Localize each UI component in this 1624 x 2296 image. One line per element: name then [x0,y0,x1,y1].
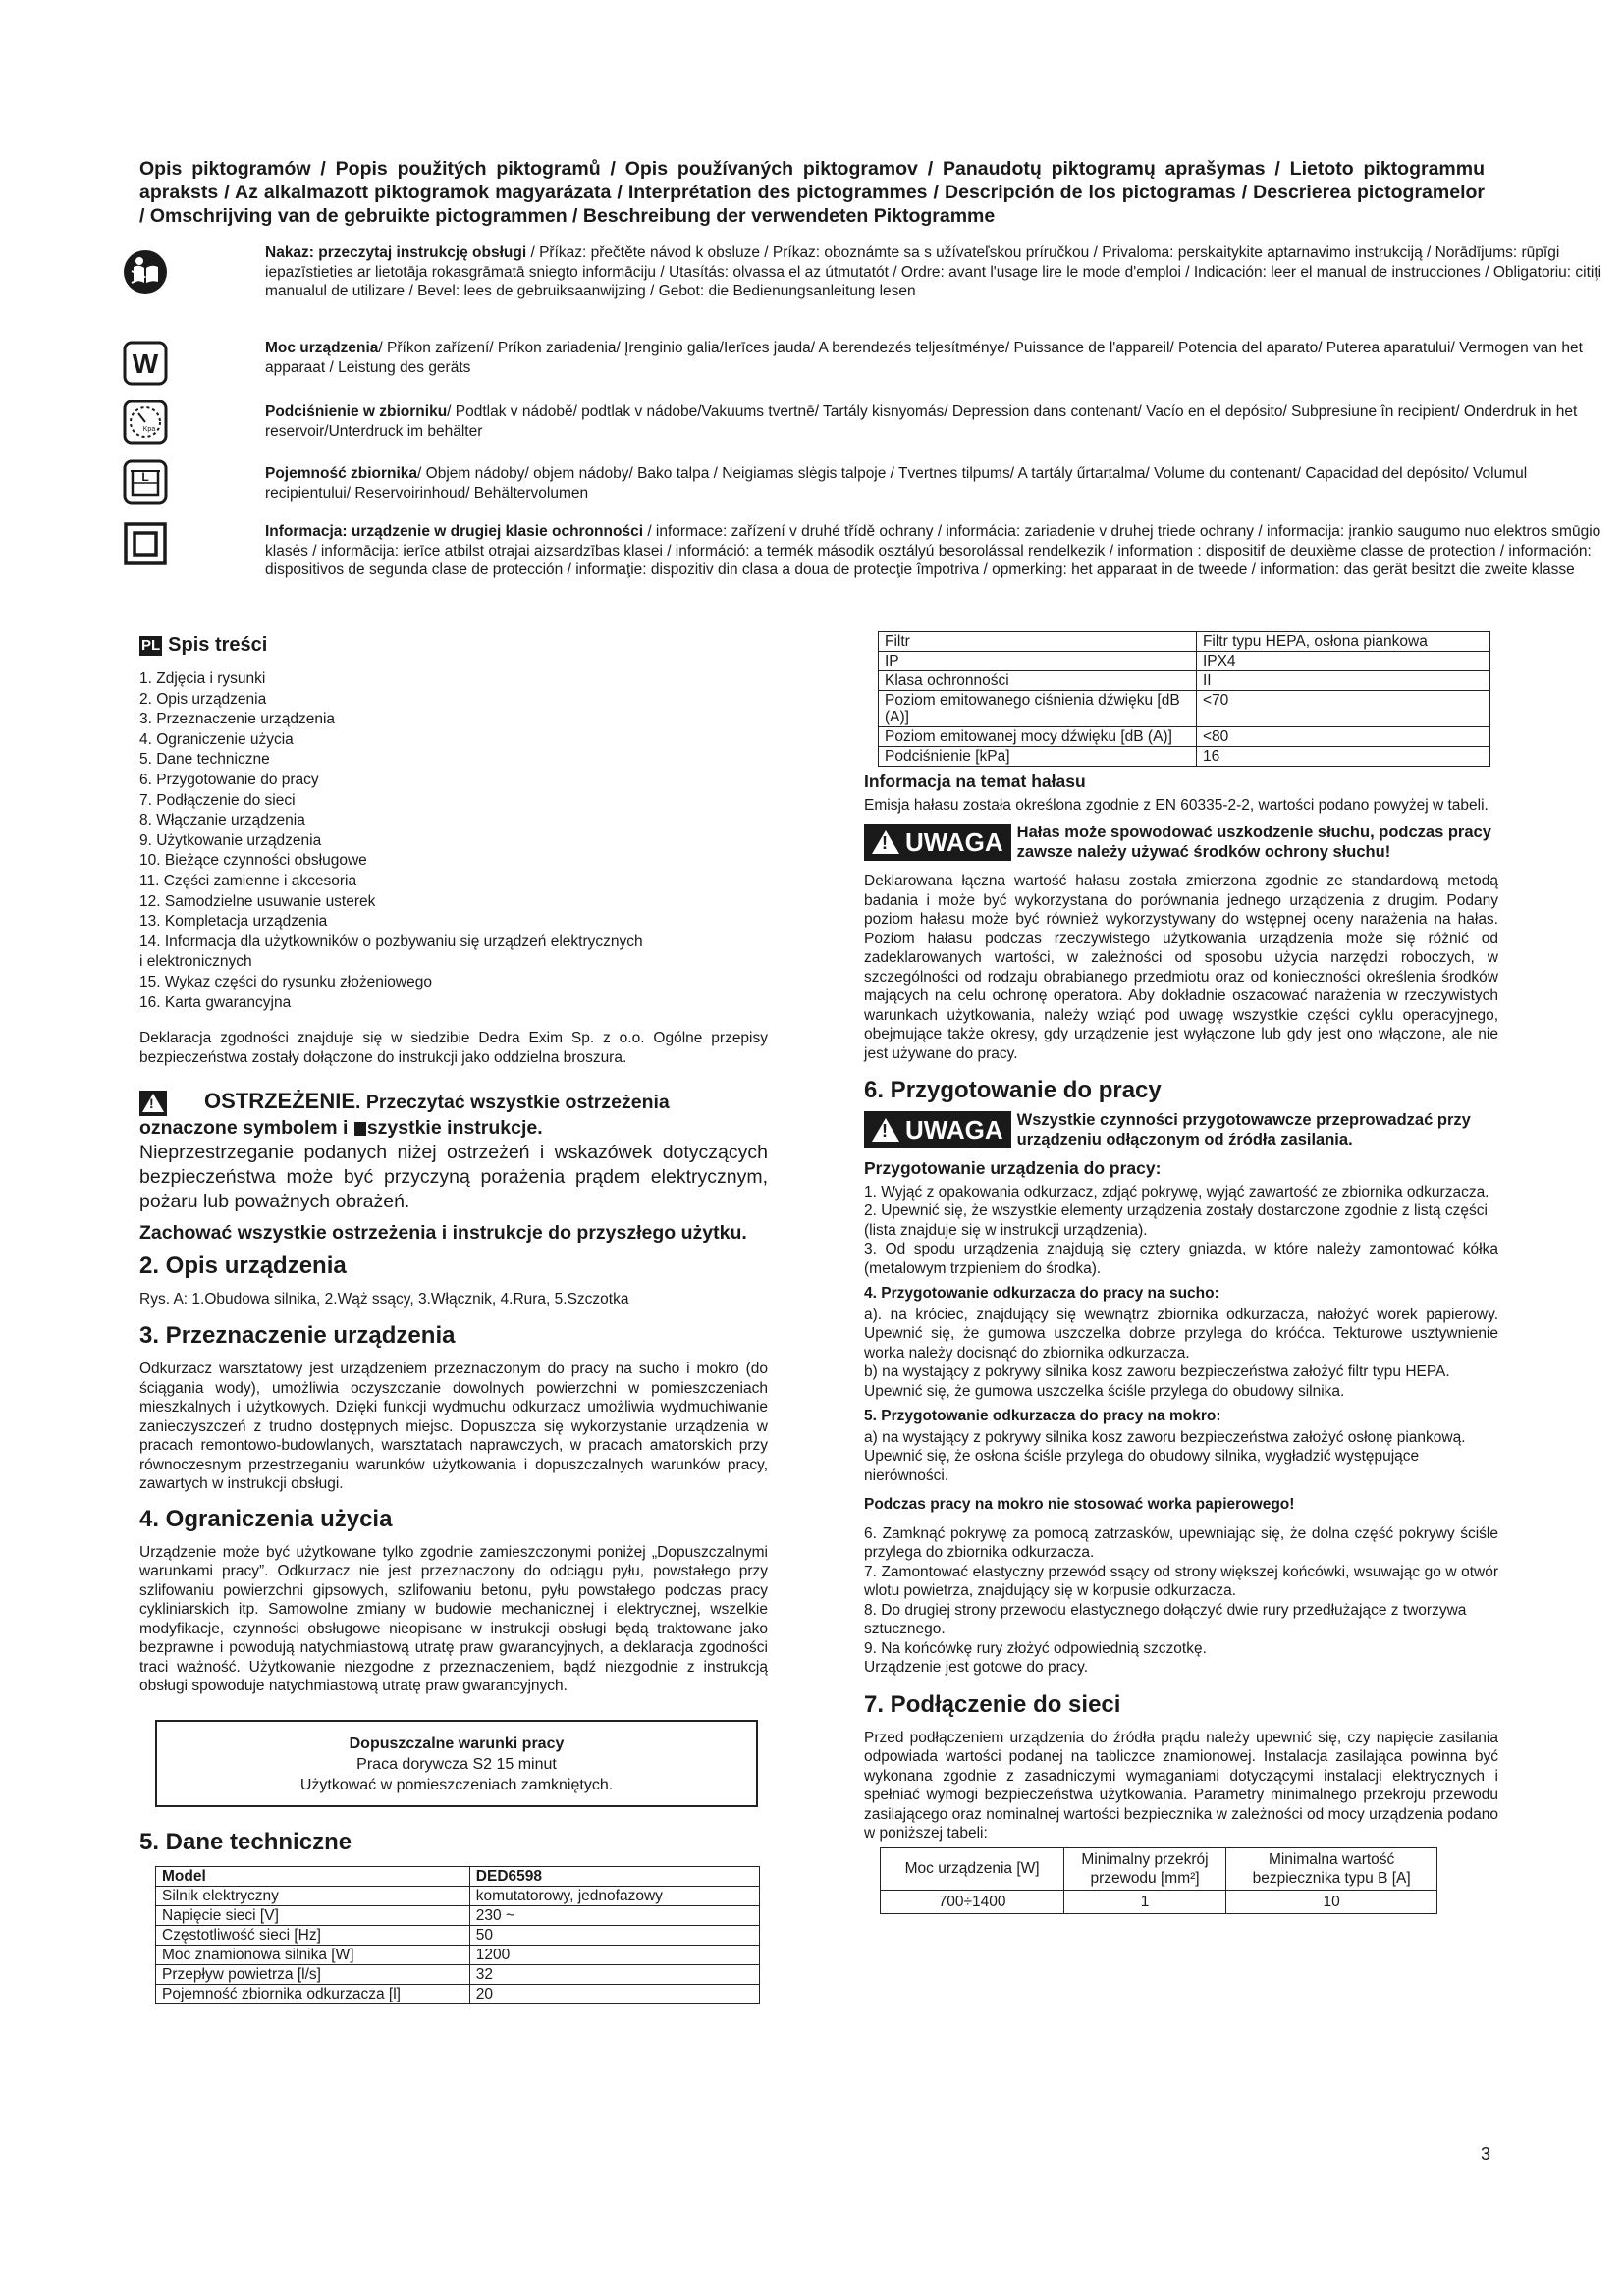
table-header-cell: Minimalny przekrój przewodu [mm²] [1064,1847,1226,1890]
vacuum-gauge-icon [123,400,168,445]
section-4-title: 4. Ograniczenia użycia [139,1505,393,1532]
power-w-icon-label: W [132,348,159,379]
pictogram-desc [265,402,1610,441]
toc-item: 3. Przeznaczenie urządzenia [139,711,336,728]
warning-keep: Zachować wszystkie ostrzeżenia i instrukcje do przyszłego użytku. [139,1221,747,1244]
dry-title: 4. Przygotowanie odkurzacza do pracy na sucho: [864,1285,1219,1302]
prep-step: 6. Zamknąć pokrywę za pomocą zatrzasków, upewniając się, że dolna część pokrywy ściśle przylega do zbiornika odkurzacza. [864,1524,1498,1561]
table-cell: Model [156,1866,470,1886]
toc-item: 1. Zdjęcia i rysunki [139,670,266,687]
right-column [864,631,1498,1914]
warning-triangle-icon [872,830,899,854]
uwaga-label: UWAGA [905,1115,1003,1145]
table-row [879,632,1490,652]
pictogram-desc-bold: Podciśnienie w zbiorniku [265,403,448,420]
table-row [881,1847,1437,1890]
prep-step: 3. Od spodu urządzenia znajdują się cztery gniazda, w które należy zamontować kółka (metalowym trzpieniem do środka). [864,1241,1498,1277]
section-4-text: Urządzenie może być użytkowane tylko zgodnie zamieszczonymi poniżej „Dopuszczalnymi warunkami pracy”. Odkurzacz nie jest przeznaczony do odciągu pyłu, powstałego przy szlifowaniu powierzchni gipsowych, szlifowaniu betonu, pyłu powstałego podczas pracy cykliniarskich itp. Samowolne zmiany w budowie mechanicznej i elektrycznej, wszelkie modyfikacje, czynności obsługowe nieopisane w instrukcji obsługi będą traktowane jako bezprawne i powodują natychmiastową utratę praw gwarancyjnych, a deklaracja zgodności traci ważność. Użytkowanie niezgodne z przeznaczeniem, bądź niezgodnie z instrukcją obsługi spowoduje natychmiastową utratę praw gwarancyjnych. [139,1543,768,1695]
uwaga-badge [864,824,1011,861]
table-cell: DED6598 [469,1866,759,1886]
toc-item: 15. Wykaz części do rysunku złożeniowego [139,973,432,990]
table-header-cell: Minimalna wartość bezpiecznika typu B [A] [1225,1847,1437,1890]
table-cell: Poziom emitowanej mocy dźwięku [dB (A)] [879,727,1197,747]
warning-triangle-icon [872,1118,899,1142]
pictogram-desc [265,339,1610,377]
table-cell: Poziom emitowanego ciśnienia dźwięku [dB (A)] [879,691,1197,727]
noise-declared-text: Deklarowana łączna wartość hałasu została zmierzona zgodnie ze standardową metodą badania i może być wykorzystana do porównania jednego urządzenia z drugim. Podany poziom hałasu może być również wykorzystywany do wstępnej oceny narażenia na hałas. Poziom hałasu podczas rzeczywistego użytkowania urządzenia może się różnić od zadeklarowanych wartości, w zależności od sposobu użycia narzędzi roboczych, w szczególności od rodzaju obrabianego przedmiotu oraz od konieczności określenia środków mających na celu ochronę operatora. Aby dokładnie oszacować narażenia w rzeczywistych warunkach użytkowania, należy wziąć pod uwagę wszystkie części cyklu operacyjnego, obejmujące także okresy, gdy urządzenie jest wyłączone lub gdy jest ono włączone, ale nie jest używane do pracy. [864,873,1498,1062]
table-cell: IPX4 [1196,652,1489,671]
table-cell: II [1196,671,1489,691]
noise-uwaga [864,823,1498,862]
toc-item: 7. Podłączenie do sieci [139,791,296,809]
table-cell: 1200 [469,1945,759,1964]
table-row [156,1925,760,1945]
power-w-icon [123,341,168,386]
table-cell: Filtr typu HEPA, osłona piankowa [1196,632,1489,652]
wet-warning: Podczas pracy na mokro nie stosować worka papierowego! [864,1496,1295,1513]
uwaga-text: Wszystkie czynności przygotowawcze przeprowadzać przy urządzeniu odłączonym od źródła zasilania. [1016,1111,1471,1148]
noise-title: Informacja na temat hałasu [864,772,1086,791]
table-cell: 10 [1225,1890,1437,1913]
table-cell: Pojemność zbiornika odkurzacza [l] [156,1984,470,2003]
pictogram-desc-text: / informace: zařízení v druhé třídě ochrany / informácia: zariadenie v druhej triede ochrany / informacija: įrankio saugumo nuo elektros smūgio klasės / informācija: ierīce atbilst otrajai aizsardzības klasei / információ: a termék második osztályú besorolással rendelkezik / information : dispositif de deuxième classe de protection / información: dispositivos de segunda clase de protección / informaţie: dispozitiv din clasa a doua de protecţie împotriva / opmerking: het apparaat in de tweede / information: das gerät besitzt die zweite klasse [265,523,1601,578]
allowed-conditions-box [155,1720,758,1807]
toc-item: 9. Użytkowanie urządzenia [139,831,322,849]
table-cell: 1 [1064,1890,1226,1913]
table-row [879,671,1490,691]
table-cell: <80 [1196,727,1489,747]
table-cell: 32 [469,1964,759,1984]
pictogram-desc-bold: Informacja: urządzenie w drugiej klasie ochronności [265,523,644,540]
prep-step: a) na wystający z pokrywy silnika kosz zaworu bezpieczeństwa założyć osłonę piankową. Upewnić się, że osłona ściśle przylega do obudowy silnika, wygładzić występujące nierówności. [864,1428,1466,1484]
warning-inline-icon [354,1122,366,1136]
toc-item: 16. Karta gwarancyjna [139,993,292,1011]
section-5-title: 5. Dane techniczne [139,1828,352,1855]
language-badge: PL [141,637,161,654]
toc-item: 2. Opis urządzenia [139,690,267,708]
prep-title: Przygotowanie urządzenia do pracy: [864,1158,1162,1178]
table-cell: 230 ~ [469,1905,759,1925]
toc-heading [139,636,768,656]
table-row [879,652,1490,671]
wet-title: 5. Przygotowanie odkurzacza do pracy na mokro: [864,1408,1221,1424]
table-cell: 700÷1400 [881,1890,1064,1913]
prep-step: 1. Wyjąć z opakowania odkurzacz, zdjąć pokrywę, wyjąć zawartość ze zbiornika odkurzacza. [864,1183,1489,1201]
table-cell: Częstotliwość sieci [Hz] [156,1925,470,1945]
toc-item: 12. Samodzielne usuwanie usterek [139,892,376,910]
left-column [139,636,768,2004]
toc-item: 6. Przygotowanie do pracy [139,771,319,788]
table-cell: komutatorowy, jednofazowy [469,1886,759,1905]
table-row [156,1905,760,1925]
table-row [156,1866,760,1886]
table-cell: Przepływ powietrza [l/s] [156,1964,470,1984]
table-cell: <70 [1196,691,1489,727]
pictogram-header-title: Opis piktogramów / Popis použitých piktogramů / Opis používaných piktogramov / Panaudotų piktogramų aprašymas / Lietoto piktogrammu apraksts / Az alkalmazott piktogramok magyarázata / Interprétation des pictogrammes / Descripción de los pictogramas / Descrierea pictogramelor / Omschrijving van de gebruikte pictogrammen / Beschreibung der verwendeten Piktogramme [139,158,1485,227]
manual-book-icon [123,249,168,294]
pictogram-desc-text: / Objem nádoby/ objem nádoby/ Bako talpa / Neigiamas slėgis talpoje / Tvertnes tilpums/ A tartály űrtartalma/ Volume du contenant/ Capacidad del depósito/ Volumul recipientului/ Reservoirinhoud/ Behältervolumen [265,465,1528,502]
pictogram-desc [265,243,1610,301]
table-cell: Podciśnienie [kPa] [879,747,1197,767]
prep-step: 7. Zamontować elastyczny przewód ssący od strony większej końcówki, wsuwając go w otwór wlotu powietrza, znajdujący się w korpusie odkurzacza. [864,1563,1498,1599]
declaration-text: Deklaracja zgodności znajduje się w siedzibie Dedra Exim Sp. z o.o. Ogólne przepisy bezpieczeństwa zostały dołączone do instrukcji jako oddzielna broszura. [139,1030,768,1066]
uwaga-text: Hałas może spowodować uszkodzenie słuchu, podczas pracy zawsze należy używać środków ochrony słuchu! [1016,824,1491,861]
table-cell: IP [879,652,1197,671]
spec-table [155,1866,760,2004]
conditions-title: Dopuszczalne warunki pracy [349,1735,565,1752]
section-7-text: Przed podłączeniem urządzenia do źródła prądu należy upewnić się, czy napięcie zasilania odpowiada wartości podanej na tabliczce znamionowej. Instalacja zasilająca powinna być wykonana zgodnie z zasadniczymi wymaganiami dotyczącymi instalacji elektrycznych i spełniać wymogi bezpieczeństwa użytkowania. Parametry minimalnego przekroju przewodu zasilającego oraz nominalnej wartości bezpiecznika w zależności od mocy urządzenia podano w poniższej tabeli: [864,1729,1498,1842]
section-6-title: 6. Przygotowanie do pracy [864,1077,1162,1103]
noise-text: Emisja hałasu została określona zgodnie z EN 60335-2-2, wartości podano powyżej w tabeli. [864,796,1489,814]
pictogram-desc-bold: Nakaz: przeczytaj instrukcję obsługi [265,244,527,261]
warning-line2a: oznaczone symbolem i [139,1116,353,1139]
section-3-text: Odkurzacz warsztatowy jest urządzeniem przeznaczonym do pracy na sucho i mokro (do ściągania wody), umożliwia oczyszczanie dowolnych powierzchni w pomieszczeniach mieszkalnych i użytkowych. Dzięki funkcji wydmuchu odkurzacz umożliwia wydmuchiwanie zanieczyszczeń z trudno dostępnych miejsc. Dopuszcza się wykorzystanie urządzenia w pracach remontowo-budowlanych, warsztatach naprawczych, w pracach amatorskich przy równoczesnym przestrzeganiu warunków użytkowania i dopuszczalnych warunków pracy, zawartych w instrukcji obsługi. [139,1361,768,1493]
toc-item: i elektronicznych [139,953,252,971]
toc-item: 4. Ograniczenie użycia [139,730,294,748]
table-row [156,1945,760,1964]
table-row [156,1984,760,2003]
table-cell: 50 [469,1925,759,1945]
fuse-table [880,1847,1437,1914]
section-7-title: 7. Podłączenie do sieci [864,1690,1121,1718]
prep-ready: Urządzenie jest gotowe do pracy. [864,1659,1089,1676]
toc-item: 14. Informacja dla użytkowników o pozbywaniu się urządzeń elektrycznych [139,933,643,950]
page-number: 3 [1481,2144,1491,2163]
prep-step: 8. Do drugiej strony przewodu elastycznego dołączyć dwie rury przedłużające z tworzywa sztucznego. [864,1601,1467,1637]
pictogram-desc-text: / Příkaz: přečtěte návod k obsluze / Príkaz: oboznámte sa s užívateľskou príručkou / Privaloma: perskaitykite aptarnavimo instrukciją / Norādījums: rūpīgi iepazīstieties ar lietotāja rokasgrāmatā sniegto informāciju / Utasítás: olvassa el az útmutatót / Ordre: avant l'usage lire le mode d'emploi / Indicación: leer el manual de instrucciones / Obligatoriu: citiţi manualul de utilizare / Bevel: lees de gebruiksaanwijzing / Gebot: die Bedienungsanleitung lesen [265,244,1602,299]
tank-capacity-icon-label: L [141,470,149,484]
prep-uwaga [864,1110,1498,1149]
toc-title: Spis treści [168,634,268,657]
table-row [879,747,1490,767]
table-row [879,727,1490,747]
table-row [881,1890,1437,1913]
section-3-title: 3. Przeznaczenie urządzenia [139,1322,456,1350]
class-ii-icon [123,521,168,566]
warning-body: Nieprzestrzeganie podanych niżej ostrzeżeń i wskazówek dotyczących bezpieczeństwa może być przyczyną porażenia prądem elektrycznym, pożaru lub poważnych obrażeń. [139,1141,768,1212]
section-2-text: Rys. A: 1.Obudowa silnika, 2.Wąż ssący, 3.Włącznik, 4.Rura, 5.Szczotka [139,1290,629,1308]
toc-list [139,669,768,1013]
warning-title: OSTRZEŻENIE [204,1089,356,1114]
table-header-cell: Moc urządzenia [W] [881,1847,1064,1890]
prep-step: a). na króciec, znajdujący się wewnątrz zbiornika odkurzacza, nałożyć worek papierowy. Upewnić się, że gumowa uszczelka dobrze przylega do króćca. Tekturowe usztywnienie worka należy docisnąć do zbiornika odkurzacza. [864,1306,1498,1362]
pictogram-desc-bold: Moc urządzenia [265,340,379,356]
pictogram-desc [265,522,1610,580]
prep-step: b) na wystający z pokrywy silnika kosz zaworu bezpieczeństwa założyć filtr typu HEPA. Upewnić się, że gumowa uszczelka ściśle przylega do obudowy silnika. [864,1363,1450,1400]
toc-item: 8. Włączanie urządzenia [139,812,305,829]
section-2-title: 2. Opis urządzenia [139,1252,347,1279]
uwaga-badge [864,1111,1011,1148]
table-cell: Filtr [879,632,1197,652]
table-row [156,1964,760,1984]
prep-step: 2. Upewnić się, że wszystkie elementy urządzenia zostały dostarczone zgodnie z listą części (lista znajduje się w instrukcji urządzenia). [864,1202,1488,1239]
table-row [156,1886,760,1905]
table-cell: 20 [469,1984,759,2003]
table-cell: Napięcie sieci [V] [156,1905,470,1925]
table-cell: Silnik elektryczny [156,1886,470,1905]
warning-line2b: szystkie instrukcje. [366,1116,543,1139]
warning-line1: . Przeczytać wszystkie ostrzeżenia [355,1092,670,1114]
pictogram-desc-text: / Podtlak v nádobě/ podtlak v nádobe/Vakuums tvertnē/ Tartály kisnyomás/ Depression dans contenant/ Vacío en el depósito/ Subpresiune în recipient/ Onderdruk in het reservoir/Unterdruck im behälter [265,403,1578,440]
spec-table-continued [878,631,1490,767]
toc-item: 10. Bieżące czynności obsługowe [139,852,367,870]
prep-step: 9. Na końcówkę rury złożyć odpowiednią szczotkę. [864,1639,1207,1657]
warning-triangle-icon [139,1091,167,1116]
toc-item: 11. Części zamienne i akcesoria [139,872,357,889]
toc-item: 5. Dane techniczne [139,751,270,769]
pictogram-desc-text: / Příkon zařízení/ Príkon zariadenia/ Įrenginio galia/Ierīces jauda/ A berendezés teljesítménye/ Puissance de l'appareil/ Potencia del aparato/ Puterea aparatului/ Vermogen van het apparaat / Leistung des geräts [265,340,1583,376]
table-cell: Moc znamionowa silnika [W] [156,1945,470,1964]
conditions-line: Praca dorywcza S2 15 minut [356,1755,557,1773]
toc-item: 13. Kompletacja urządzenia [139,913,328,931]
pictogram-desc [265,464,1610,503]
table-cell: 16 [1196,747,1489,767]
conditions-line: Użytkować w pomieszczeniach zamkniętych. [299,1776,614,1793]
pictogram-desc-bold: Pojemność zbiornika [265,465,418,482]
vacuum-gauge-icon-label: Kpa [142,426,156,433]
table-row [879,691,1490,727]
table-cell: Klasa ochronności [879,671,1197,691]
general-warning [139,1089,768,1247]
uwaga-label: UWAGA [905,828,1003,857]
tank-capacity-icon [123,459,168,505]
